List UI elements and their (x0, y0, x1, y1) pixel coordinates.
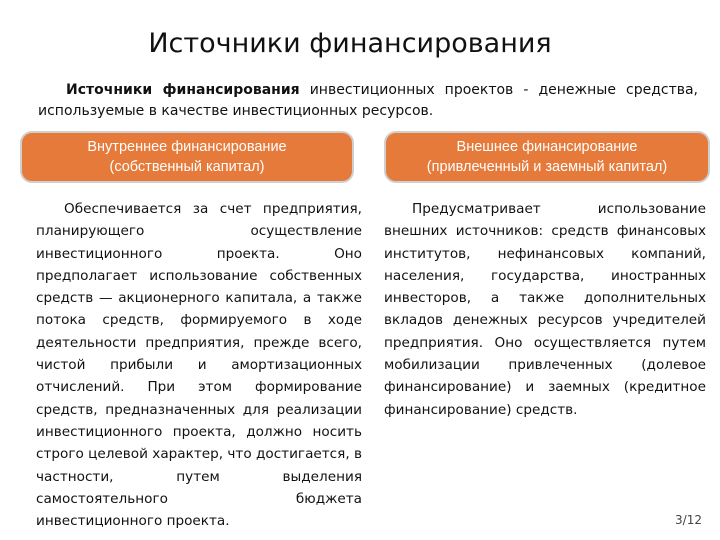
external-financing-subtitle: (привлеченный и заемный капитал) (426, 159, 668, 175)
internal-financing-description: Обеспечивается за счет предприятия, планирующего осуществление инвестиционного проекта. Оно предполагает использование собственных средств — акционерного капитала, а также потока средств, формируемого в ходе деятельности предприятия, прежде всего, чистой прибыли и амортизационных отчислений. При этом формирование средств, предназначенных для реализации инвестиционного проекта, должно носить строго целевой характер, что достигается, в частности, путем выделения самостоятельного бюджета инвестиционного проекта. (36, 201, 362, 530)
internal-financing-header (20, 131, 354, 183)
external-financing-header (384, 131, 710, 183)
internal-financing-title: Внутреннее финансирование (87, 139, 287, 155)
page-number: 3/12 (675, 513, 702, 527)
internal-financing-subtitle: (собственный капитал) (109, 159, 265, 175)
external-financing-title: Внешнее финансирование (456, 139, 638, 155)
intro-paragraph (38, 80, 698, 122)
intro-definition: инвестиционных проектов - денежные средства, используемые в качестве инвестиционных ресурсов. (38, 82, 699, 119)
slide-title: Источники финансирования (148, 28, 552, 59)
external-financing-description: Предусматривает использование внешних источников: средств финансовых институтов, нефинансовых компаний, населения, государства, иностранных инвесторов, а также дополнительных вкладов денежных ресурсов учредителей предприятия. Оно осуществляется путем мобилизации привлеченных (долевое финансирование) и заемных (кредитное финансирование) средств. (384, 201, 706, 418)
intro-term: Источники финансирования (66, 82, 300, 98)
